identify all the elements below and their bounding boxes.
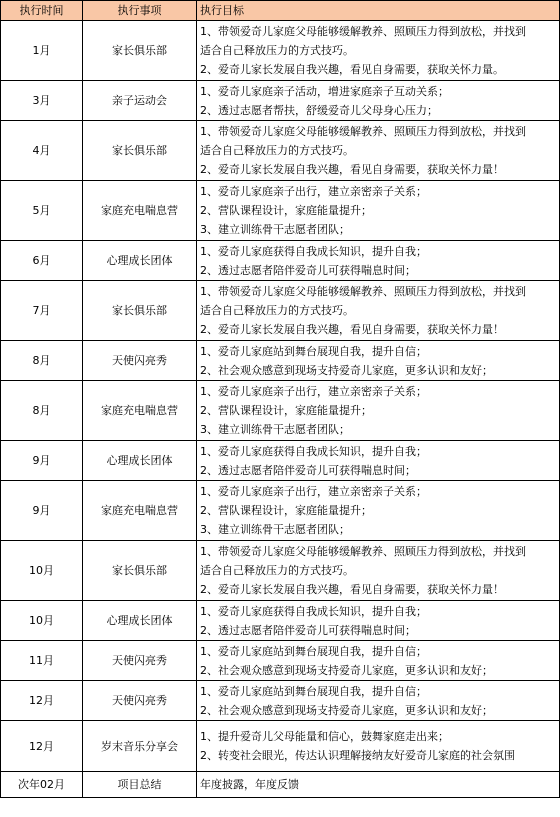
goal-line: 2、透过志愿者陪伴爱奇儿可获得喘息时间； — [200, 623, 416, 637]
table-row — [1, 381, 560, 441]
goal-cell — [197, 441, 560, 481]
goal-cell — [197, 681, 560, 721]
goal-cell — [197, 81, 560, 121]
time-cell: 1月 — [1, 21, 83, 81]
goal-cell — [197, 641, 560, 681]
goal-line: 1、带领爱奇儿家庭父母能够缓解教养、照顾压力得到放松，并找到 — [200, 125, 526, 138]
goal-line: 2、透过志愿者陪伴爱奇儿可获得喘息时间； — [200, 463, 416, 477]
goal-line: 1、爱奇儿家庭站到舞台展现自我，提升自信； — [200, 684, 427, 698]
table-row — [1, 81, 560, 121]
item-cell: 家长俱乐部 — [83, 21, 197, 81]
goal-line: 2、透过志愿者陪伴爱奇儿可获得喘息时间； — [200, 263, 416, 277]
time-cell: 9月 — [1, 481, 83, 541]
table-row — [1, 681, 560, 721]
goal-cell — [197, 481, 560, 541]
item-cell: 天使闪亮秀 — [83, 341, 197, 381]
goal-line: 1、爱奇儿家庭获得自我成长知识，提升自我； — [200, 444, 427, 458]
time-cell: 8月 — [1, 341, 83, 381]
goal-line: 1、爱奇儿家庭获得自我成长知识，提升自我； — [200, 244, 427, 258]
goal-cell — [197, 601, 560, 641]
goal-line: 适合自己释放压力的方式技巧。 — [200, 44, 354, 57]
goal-line: 2、爱奇儿家长发展自我兴趣，看见自身需要，获取关怀力量！ — [200, 583, 504, 596]
goal-line: 3、建立训练骨干志愿者团队； — [200, 423, 350, 436]
time-cell: 9月 — [1, 441, 83, 481]
item-cell: 家庭充电喘息营 — [83, 181, 197, 241]
time-cell: 8月 — [1, 381, 83, 441]
goal-cell — [197, 281, 560, 341]
goal-line: 3、建立训练骨干志愿者团队； — [200, 523, 350, 536]
time-cell: 5月 — [1, 181, 83, 241]
goal-cell — [197, 181, 560, 241]
goal-line: 1、爱奇儿家庭亲子出行，建立亲密亲子关系； — [200, 385, 427, 398]
item-cell: 心理成长团体 — [83, 241, 197, 281]
header-item: 执行事项 — [83, 1, 197, 21]
goal-cell — [197, 721, 560, 772]
item-cell: 家长俱乐部 — [83, 281, 197, 341]
item-cell: 家长俱乐部 — [83, 541, 197, 601]
table-row — [1, 121, 560, 181]
time-cell: 6月 — [1, 241, 83, 281]
goal-line: 2、爱奇儿家长发展自我兴趣，看见自身需要，获取关怀力量！ — [200, 323, 504, 336]
item-cell: 家长俱乐部 — [83, 121, 197, 181]
goal-line: 适合自己释放压力的方式技巧。 — [200, 304, 354, 317]
goal-line: 1、爱奇儿家庭亲子出行，建立亲密亲子关系； — [200, 185, 427, 198]
goal-cell — [197, 21, 560, 81]
header-time: 执行时间 — [1, 1, 83, 21]
item-cell: 心理成长团体 — [83, 601, 197, 641]
table-body — [1, 21, 560, 798]
table-row — [1, 641, 560, 681]
table-row — [1, 241, 560, 281]
header-goal: 执行目标 — [197, 1, 560, 21]
goal-line: 适合自己释放压力的方式技巧。 — [200, 564, 354, 577]
goal-line: 2、社会观众感意到现场支持爱奇儿家庭，更多认识和友好； — [200, 363, 493, 377]
goal-line: 3、建立训练骨干志愿者团队； — [200, 223, 350, 236]
item-cell: 天使闪亮秀 — [83, 641, 197, 681]
goal-cell — [197, 121, 560, 181]
goal-line: 2、社会观众感意到现场支持爱奇儿家庭，更多认识和友好； — [200, 703, 493, 717]
goal-cell — [197, 772, 560, 798]
goal-line: 2、爱奇儿家长发展自我兴趣，看见自身需要，获取关怀力量！ — [200, 163, 504, 176]
time-cell: 10月 — [1, 541, 83, 601]
item-cell: 家庭充电喘息营 — [83, 381, 197, 441]
time-cell: 10月 — [1, 601, 83, 641]
table-row — [1, 481, 560, 541]
table-row — [1, 441, 560, 481]
goal-line: 2、爱奇儿家长发展自我兴趣，看见自身需要，获取关怀力量。 — [200, 63, 504, 76]
item-cell: 天使闪亮秀 — [83, 681, 197, 721]
table-row — [1, 601, 560, 641]
goal-cell — [197, 241, 560, 281]
goal-line: 1、爱奇儿家庭亲子活动，增进家庭亲子互动关系； — [200, 84, 449, 98]
goal-line: 1、带领爱奇儿家庭父母能够缓解教养、照顾压力得到放松，并找到 — [200, 25, 526, 38]
header-row — [1, 1, 560, 21]
table-row — [1, 541, 560, 601]
goal-line: 1、爱奇儿家庭获得自我成长知识，提升自我； — [200, 604, 427, 618]
goal-line: 适合自己释放压力的方式技巧。 — [200, 144, 354, 157]
goal-line: 2、营队课程设计，家庭能量提升； — [200, 404, 372, 417]
item-cell: 岁末音乐分享会 — [83, 721, 197, 772]
goal-line: 1、爱奇儿家庭亲子出行，建立亲密亲子关系； — [200, 485, 427, 498]
time-cell: 12月 — [1, 721, 83, 772]
table-row — [1, 721, 560, 772]
goal-line: 2、转变社会眼光，传达认识理解接纳友好爱奇儿家庭的社会氛围 — [200, 749, 515, 762]
goal-line: 1、爱奇儿家庭站到舞台展现自我，提升自信； — [200, 644, 427, 658]
table-row — [1, 21, 560, 81]
goal-line: 年度披露，年度反馈 — [200, 778, 299, 791]
goal-line: 2、社会观众感意到现场支持爱奇儿家庭，更多认识和友好； — [200, 663, 493, 677]
time-cell: 11月 — [1, 641, 83, 681]
goal-cell — [197, 541, 560, 601]
table-row — [1, 772, 560, 798]
goal-line: 1、爱奇儿家庭站到舞台展现自我，提升自信； — [200, 344, 427, 358]
goal-line: 2、营队课程设计，家庭能量提升； — [200, 504, 372, 517]
goal-line: 1、带领爱奇儿家庭父母能够缓解教养、照顾压力得到放松，并找到 — [200, 545, 526, 558]
item-cell: 项目总结 — [83, 772, 197, 798]
time-cell: 4月 — [1, 121, 83, 181]
item-cell: 心理成长团体 — [83, 441, 197, 481]
goal-line: 1、带领爱奇儿家庭父母能够缓解教养、照顾压力得到放松，并找到 — [200, 285, 526, 298]
goal-line: 1、提升爱奇儿父母能量和信心，鼓舞家庭走出来； — [200, 730, 449, 743]
item-cell: 亲子运动会 — [83, 81, 197, 121]
goal-cell — [197, 341, 560, 381]
time-cell: 3月 — [1, 81, 83, 121]
time-cell: 12月 — [1, 681, 83, 721]
time-cell: 次年02月 — [1, 772, 83, 798]
goal-line: 2、透过志愿者帮扶，舒缓爱奇儿父母身心压力； — [200, 103, 438, 117]
table-row — [1, 181, 560, 241]
time-cell: 7月 — [1, 281, 83, 341]
goal-cell — [197, 381, 560, 441]
table-row — [1, 281, 560, 341]
goal-line: 2、营队课程设计，家庭能量提升； — [200, 204, 372, 217]
item-cell: 家庭充电喘息营 — [83, 481, 197, 541]
table-row — [1, 341, 560, 381]
